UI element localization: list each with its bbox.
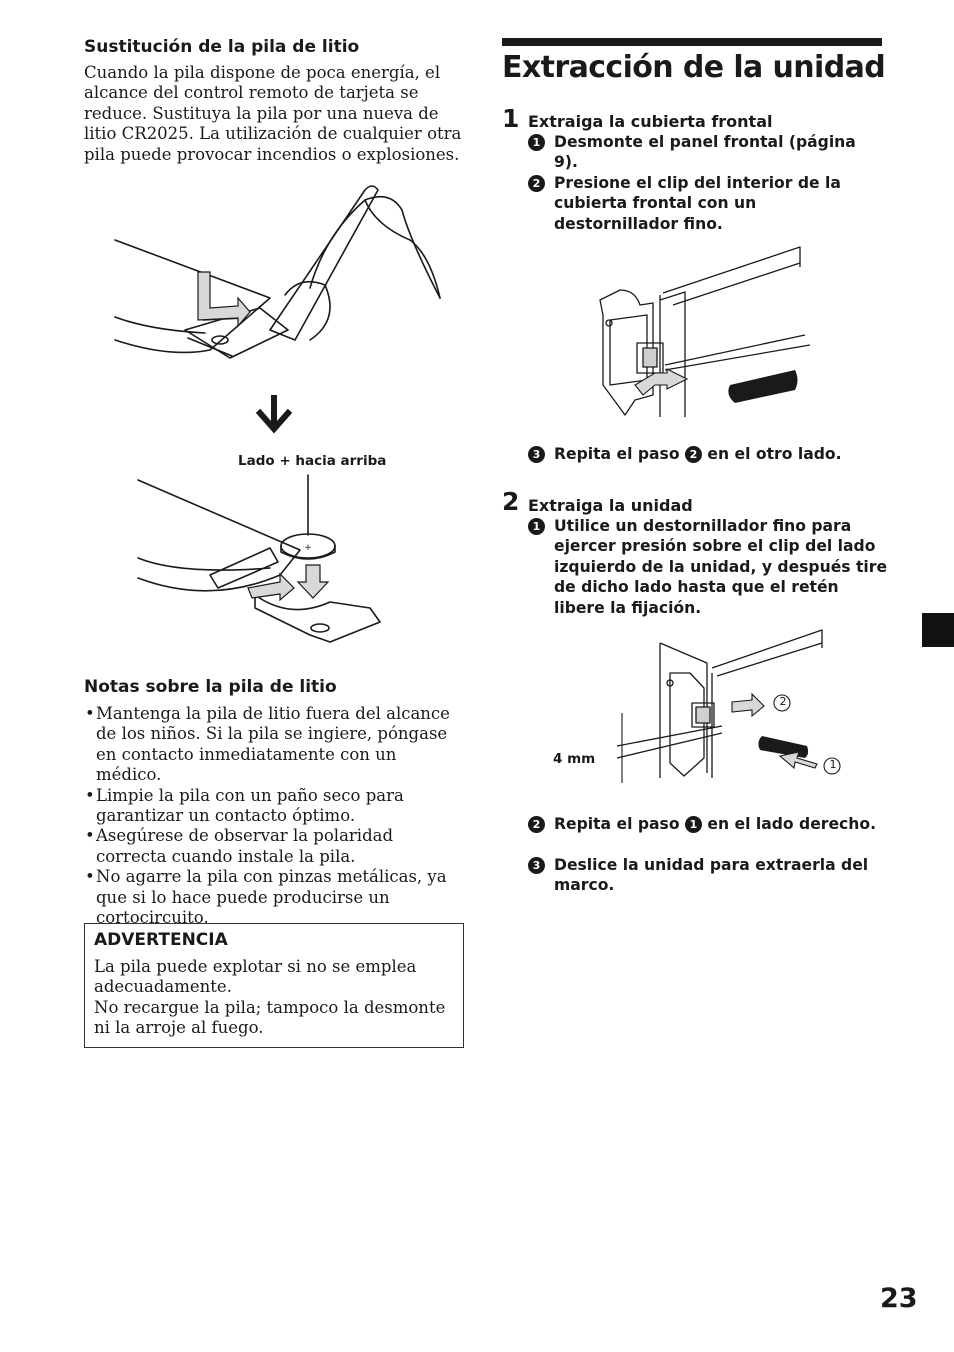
step-2-sub-3: 3 Deslice la unidad para extraerla del marco.: [528, 855, 884, 896]
dimension-label: 4 mm: [553, 751, 596, 767]
step-2-sub-2: 2 Repita el paso 1 en el lado derecho.: [528, 814, 884, 834]
battery-insert-illustration: [130, 470, 390, 650]
section-tab: [922, 613, 954, 647]
step-2-title: Extraiga la unidad: [528, 496, 693, 515]
step-1-number: 1: [502, 104, 520, 133]
step-number-badge: 1: [528, 518, 545, 535]
arrow-down-icon: [252, 395, 296, 435]
remote-stylus-illustration: [110, 180, 450, 385]
page-title: Extracción de la unidad: [502, 50, 886, 85]
svg-text:+: +: [304, 543, 312, 553]
battery-heading: Sustitución de la pila de litio: [84, 37, 360, 57]
step-1-sub-1: 1 Desmonte el panel frontal (página 9).: [528, 132, 884, 173]
step-2-sub-1: 1 Utilice un destornillador fino para ejercer presión sobre el clip del lado izquierdo de la unidad, y después tire de dicho lado hasta que el retén libere la fijación.: [528, 516, 888, 618]
step-ref-badge: 2: [685, 446, 702, 463]
step-1-title: Extraiga la cubierta frontal: [528, 112, 773, 131]
step-1-sub-2: 2 Presione el clip del interior de la cubierta frontal con un destornillador fino.: [528, 173, 884, 234]
step-number-badge: 2: [528, 816, 545, 833]
page-number: 23: [880, 1283, 918, 1314]
battery-text: Cuando la pila dispone de poca energía, el alcance del control remoto de tarjeta se reduce. Sustituya la pila por una nueva de litio CR2025. La utilización de cualquier otra pila puede provocar incendios o explosiones.: [84, 63, 462, 164]
unit-removal-illustration: [612, 628, 844, 783]
step-2-number: 2: [502, 487, 520, 516]
step-ref-badge: 1: [685, 816, 702, 833]
note-item: • Asegúrese de observar la polaridad correcta cuando instale la pila.: [84, 826, 462, 867]
callout-1: 1: [829, 758, 837, 771]
warning-text-1: La pila puede explotar si no se emplea adecuadamente.: [94, 957, 417, 997]
step-number-badge: 2: [528, 175, 545, 192]
note-item: • Mantenga la pila de litio fuera del alcance de los niños. Si la pila se ingiere, póngase en contacto inmediatamente con un médico.: [84, 704, 462, 786]
notes-heading: Notas sobre la pila de litio: [84, 677, 337, 697]
note-item: • No agarre la pila con pinzas metálicas, ya que si lo hace puede producirse un cortocircuito.: [84, 867, 462, 928]
step-1-sub-3: 3 Repita el paso 2 en el otro lado.: [528, 444, 884, 464]
notes-list: [84, 704, 462, 928]
step-number-badge: 1: [528, 134, 545, 151]
step-number-badge: 3: [528, 446, 545, 463]
warning-title: ADVERTENCIA: [94, 930, 228, 950]
warning-box: [84, 923, 464, 1048]
callout-2: 2: [779, 695, 787, 708]
polarity-label: Lado + hacia arriba: [238, 453, 387, 469]
warning-text-2: No recargue la pila; tampoco la desmonte ni la arroje al fuego.: [94, 998, 446, 1038]
title-rule: [502, 38, 882, 46]
step-number-badge: 3: [528, 857, 545, 874]
front-cover-clip-illustration: [595, 245, 815, 420]
note-item: • Limpie la pila con un paño seco para garantizar un contacto óptimo.: [84, 786, 462, 827]
